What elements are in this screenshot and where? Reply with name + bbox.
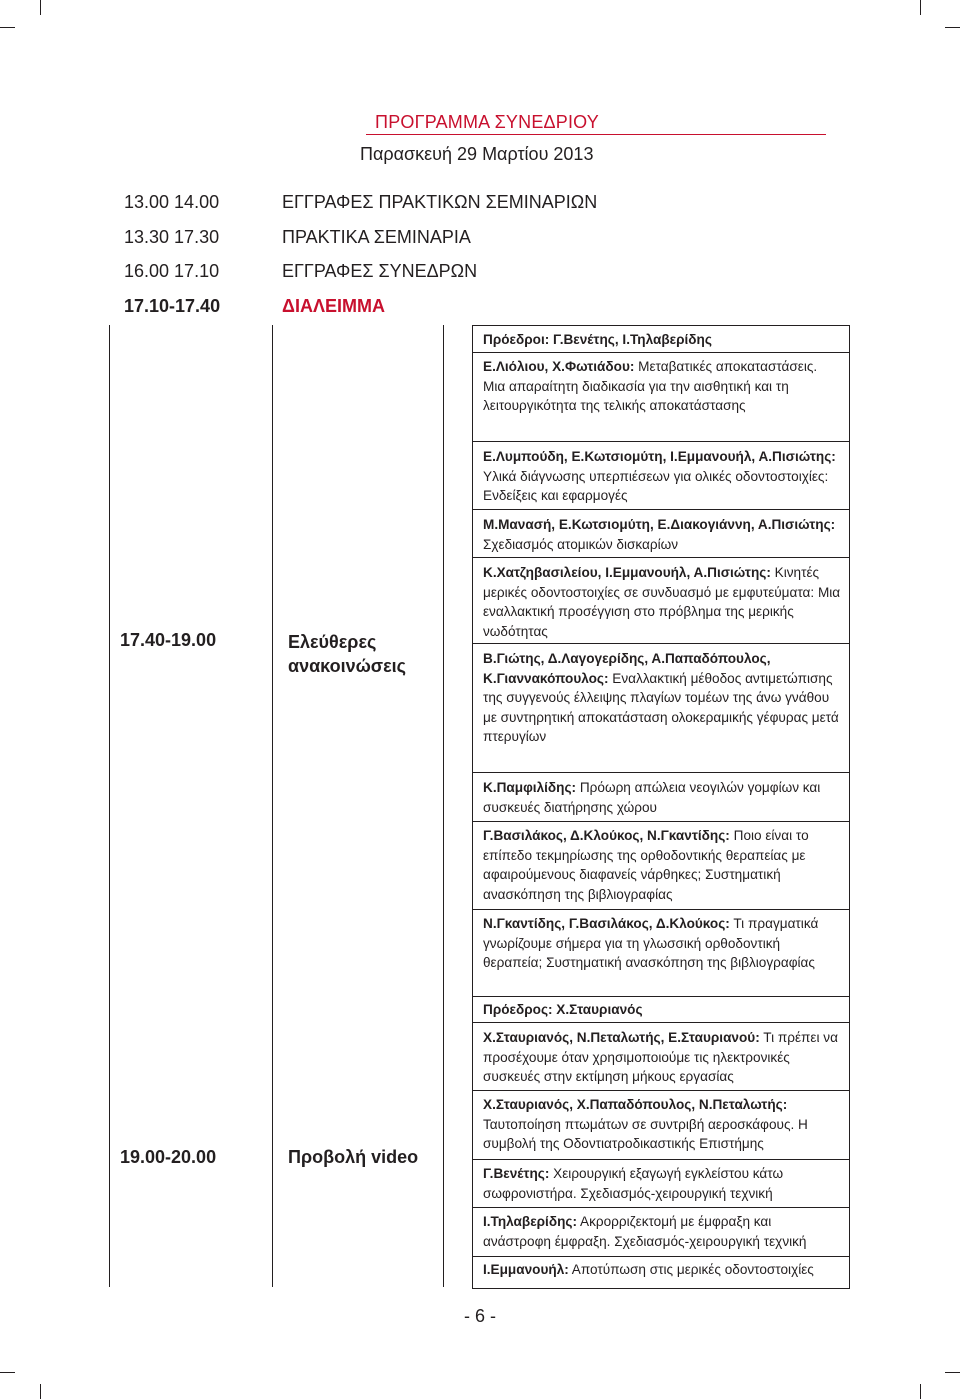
date-line: Παρασκευή 29 Μαρτίου 2013 — [360, 144, 594, 164]
separator — [473, 557, 849, 558]
session-label — [288, 630, 406, 678]
talk-authors: Κ.Χατζηβασιλείου, Ι.Εμμανουήλ, Α.Πισιώτης: — [483, 565, 771, 580]
separator — [473, 821, 849, 822]
talk-authors: Κ.Παμφιλίδης: — [483, 780, 577, 795]
talk-authors: Χ.Σταυριανός, Χ.Παπαδόπουλος, Ν.Πεταλωτής: — [483, 1097, 788, 1112]
talk-item — [483, 515, 843, 554]
talk-authors: Ε.Λιόλιου, Χ.Φωτιάδου: — [483, 359, 635, 374]
separator — [473, 1207, 849, 1208]
talk-title: Υλικά διάγνωσης υπερπιέσεων για ολικές οδοντοστοιχίες: Ενδείξεις και εφαρμογές — [483, 468, 829, 504]
talk-title: Ακρορριζεκτομή με έμφραξη και ανάστροφη έμφραξη. Σχεδιασμός-χειρουργική τεχνική — [483, 1214, 807, 1249]
talk-authors: Ι.Εμμανουήλ: — [483, 1262, 569, 1277]
crop-mark — [920, 1384, 921, 1399]
talk-item — [483, 914, 843, 973]
talk-item — [483, 447, 843, 506]
title-rule — [366, 134, 826, 135]
talk-item — [483, 1095, 843, 1154]
crop-mark — [945, 1372, 960, 1373]
separator — [473, 909, 849, 910]
talk-item — [483, 1212, 843, 1251]
crop-mark — [40, 0, 41, 15]
talk-item — [483, 1260, 843, 1280]
talk-authors: Γ.Βενέτης: — [483, 1166, 550, 1181]
talk-item — [483, 649, 843, 747]
talk-title: Τι πρέπει να προσέχουμε όταν χρησιμοποιούμε τις ηλεκτρονικές συσκευές στην εκτίμηση μήκους εργασίας — [483, 1030, 838, 1085]
crop-mark — [0, 1372, 15, 1373]
crop-mark — [920, 0, 921, 15]
talk-authors: Γ.Βασιλάκος, Δ.Κλούκος, Ν.Γκαντίδης: — [483, 828, 730, 843]
schedule-time: 16.00 17.10 — [124, 261, 220, 281]
crop-mark — [40, 1384, 41, 1399]
schedule-label: ΕΓΓΡΑΦΕΣ ΣΥΝΕΔΡΩΝ — [282, 261, 478, 281]
session-label-line: Ελεύθερες — [288, 632, 377, 652]
talk-item — [483, 357, 843, 416]
talk-title: Ποιο είναι το επίπεδο τεκμηρίωσης της ορθοδοντικής θεραπείας με αφαιρούμενους διαφανείς νάρθηκες; Συστηματική ανασκόπηση της βιβλιογραφίας — [483, 828, 809, 902]
separator — [473, 996, 849, 997]
column-divider — [272, 325, 273, 1287]
talk-title: Αποτύπωση στις μερικές οδοντοστοιχίες — [568, 1262, 814, 1277]
schedule-label: ΔΙΑΛΕΙΜΜΑ — [282, 296, 385, 316]
talks-box — [472, 325, 850, 1289]
chairs-text: Πρόεδροι: Γ.Βενέτης, Ι.Τηλαβερίδης — [483, 332, 712, 347]
separator — [473, 772, 849, 773]
session-time: 19.00-20.00 — [120, 1147, 217, 1167]
separator — [473, 441, 849, 442]
crop-mark — [945, 27, 960, 28]
talk-authors: Β.Γιώτης, Δ.Λαγογερίδης, Α.Παπαδόπουλος, Κ.Γιαννακόπουλος: — [483, 651, 771, 686]
separator — [473, 1090, 849, 1091]
schedule-time: 13.00 14.00 — [124, 192, 220, 212]
chair — [483, 1000, 843, 1020]
talk-authors: Ν.Γκαντίδης, Γ.Βασιλάκος, Δ.Κλούκος: — [483, 916, 730, 931]
talk-title: Ταυτοποίηση πτωμάτων σε συντριβή αεροσκάφους. Η συμβολή της Οδοντιατροδικαστικής Επιστήμης — [483, 1116, 808, 1152]
separator — [473, 643, 849, 644]
talk-item — [483, 778, 843, 817]
talk-authors: Ι.Τηλαβερίδης: — [483, 1214, 577, 1229]
talk-item — [483, 563, 843, 641]
talk-item — [483, 1028, 843, 1087]
talk-authors: Χ.Σταυριανός, Ν.Πεταλωτής, Ε.Σταυριανού: — [483, 1030, 760, 1045]
separator — [473, 509, 849, 510]
talk-title: Μεταβατικές αποκαταστάσεις. Μια απαραίτητη διαδικασία για την αισθητική και τη λειτουργικότητα της τελικής αποκατάστασης — [483, 359, 818, 414]
separator — [473, 352, 849, 353]
talk-title: Πρόωρη απώλεια νεογιλών γομφίων και συσκευές διατήρησης χώρου — [483, 780, 821, 815]
session-label-line: ανακοινώσεις — [288, 656, 407, 676]
schedule-time: 17.10-17.40 — [124, 296, 221, 316]
schedule-label: ΠΡΑΚΤΙΚΑ ΣΕΜΙΝΑΡΙΑ — [282, 227, 471, 247]
page-number: - 6 - — [464, 1306, 497, 1326]
talk-item — [483, 826, 843, 904]
talk-authors: Ε.Λυμπούδη, Ε.Κωτσιομύτη, Ι.Εμμανουήλ, Α.Πισιώτης: — [483, 449, 836, 464]
chair-text: Πρόεδρος: Χ.Σταυριανός — [483, 1002, 643, 1017]
talk-authors: Μ.Μανασή, Ε.Κωτσιομύτη, Ε.Διακογιάννη, Α.Πισιώτης: — [483, 517, 836, 532]
talk-title: Χειρουργική εξαγωγή εγκλείστου κάτω σωφρονιστήρα. Σχεδιασμός-χειρουργική τεχνική — [483, 1166, 784, 1201]
schedule-label: ΕΓΓΡΑΦΕΣ ΠΡΑΚΤΙΚΩΝ ΣΕΜΙΝΑΡΙΩΝ — [282, 192, 598, 212]
schedule-time: 13.30 17.30 — [124, 227, 220, 247]
crop-mark — [0, 27, 15, 28]
talk-title: Κινητές μερικές οδοντοστοιχίες σε συνδυασμό με εμφυτεύματα: Μια εναλλακτική προσέγγιση στο πρόβλημα της μερικής νωδότητας — [483, 565, 841, 639]
talk-title: Εναλλακτική μέθοδος αντιμετώπισης της συγγενούς έλλειψης πλαγίων τομέων της άνω γνάθου με συντηρητική αποκατάσταση ολοκεραμικής γέφυρας μετά πτερυγίων — [483, 670, 839, 745]
separator — [473, 1022, 849, 1023]
session-label: Προβολή video — [288, 1147, 419, 1167]
talk-title: Τι πραγματικά γνωρίζουμε σήμερα για τη γλωσσική ορθοδοντική θεραπεία; Συστηματική ανασκόπηση της βιβλιογραφίας — [483, 916, 819, 971]
session-time: 17.40-19.00 — [120, 630, 217, 650]
program-title: ΠΡΟΓΡΑΜΜΑ ΣΥΝΕΔΡΙΟΥ — [375, 112, 599, 132]
separator — [473, 1159, 849, 1160]
column-divider — [109, 325, 110, 1287]
talk-item — [483, 1164, 843, 1203]
separator — [473, 1256, 849, 1257]
talk-title: Σχεδιασμός ατομικών δισκαρίων — [483, 536, 679, 552]
chairs — [483, 330, 843, 350]
column-divider — [443, 325, 444, 1287]
